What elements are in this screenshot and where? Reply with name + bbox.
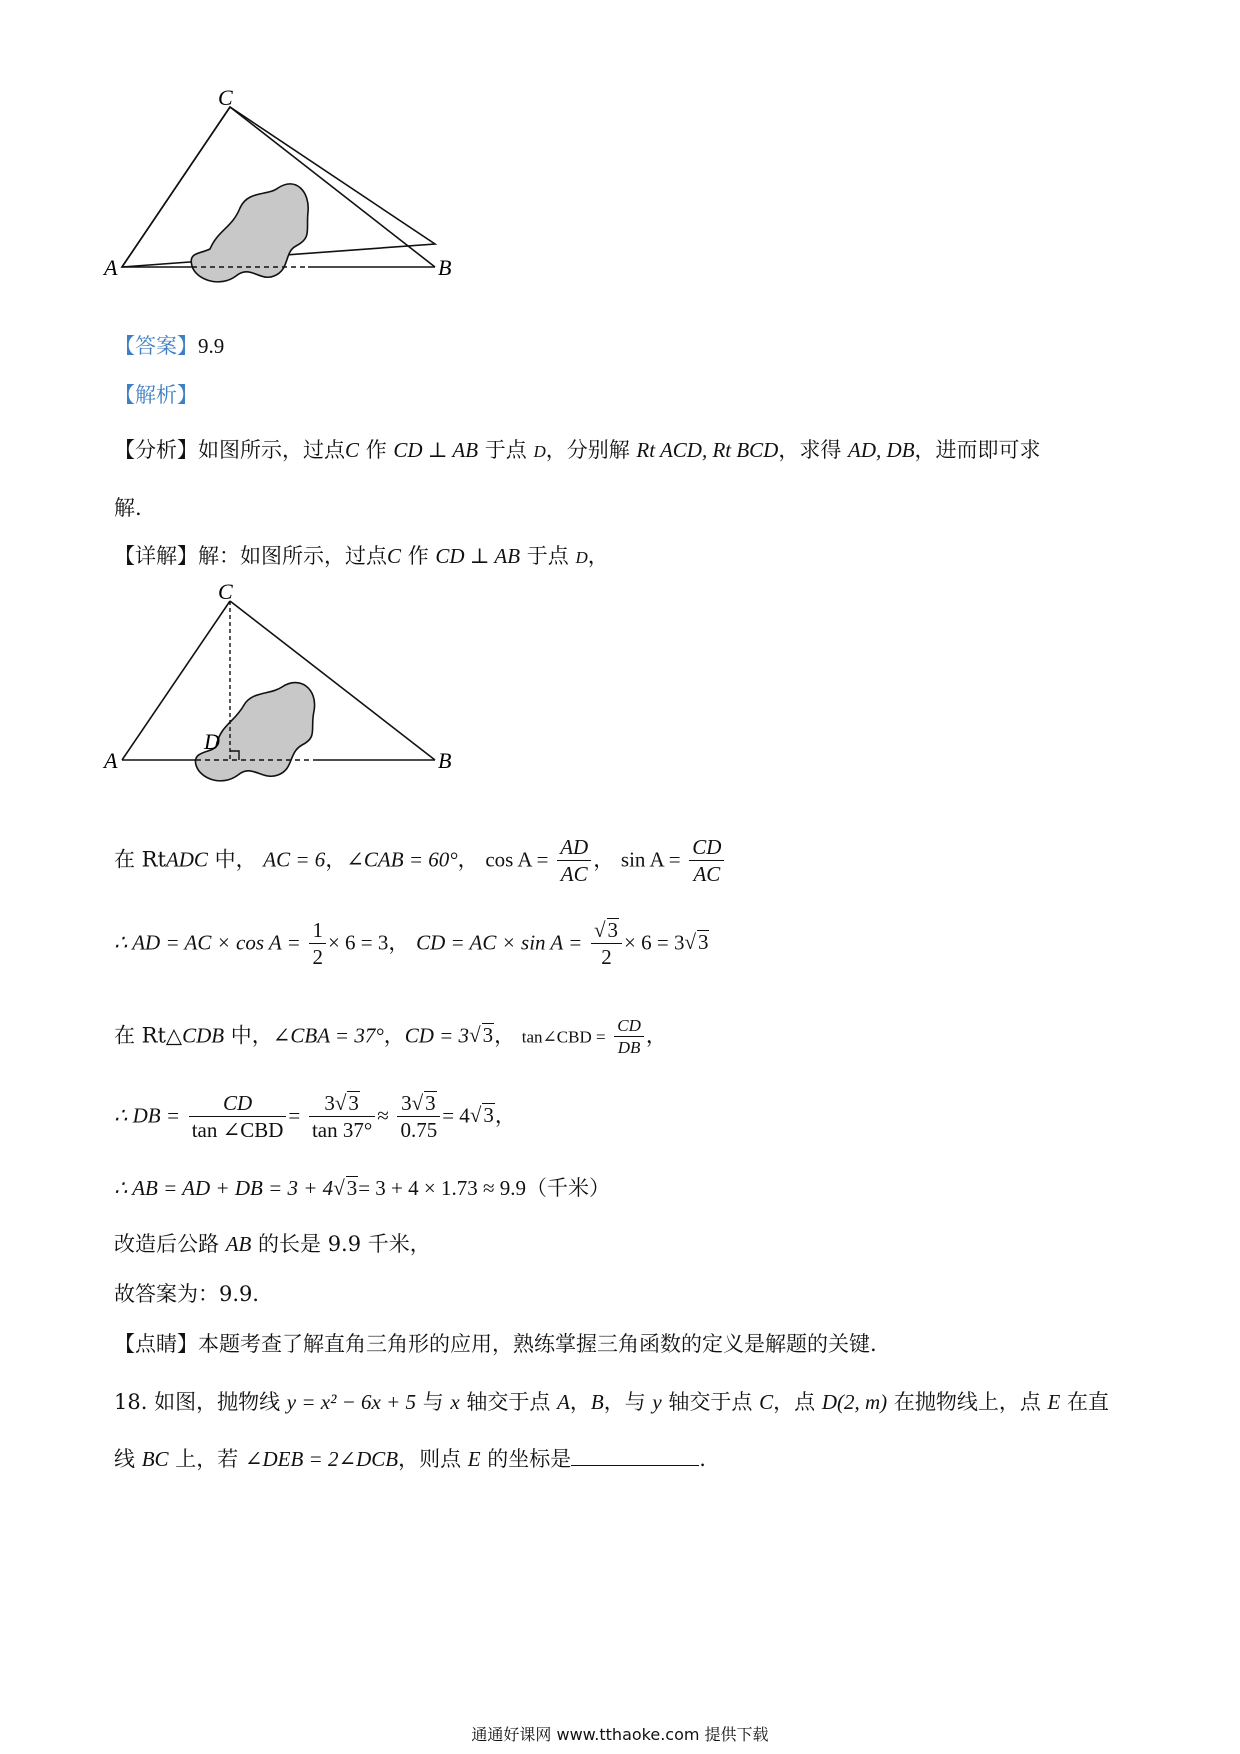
question-18-line-1	[114, 1390, 1109, 1415]
step1-text-1: 在 Rt	[114, 847, 166, 872]
answer-line	[114, 334, 224, 359]
tan-expression: tan∠CBD =	[521, 1027, 606, 1047]
detail-math-3: D	[575, 548, 588, 567]
fraction-num: AD	[557, 834, 591, 861]
q18-math-1: x	[450, 1390, 460, 1414]
coefficient: 3	[401, 1091, 412, 1115]
fenxi-line-2: 解.	[114, 496, 142, 520]
step-1	[114, 834, 726, 888]
fig1-label-a: A	[104, 255, 118, 280]
step3-text-2: 中，	[224, 1023, 273, 1048]
step-4: ∴ DB = $\frac{CD}{\text{tan ∠CBD}}$ = $\frac{3√3}{\tan 37^\circ}$ ≈ $\frac{3√3}{0.75}$ = 4√3，	[114, 1091, 516, 1143]
fraction-ad-ac	[557, 834, 591, 888]
q18-math-2: A	[557, 1390, 570, 1414]
step5-unit: （千米）	[526, 1176, 611, 1200]
sqrt-radicand: 3	[482, 1023, 494, 1048]
fraction-one-half	[309, 917, 326, 971]
figure-1-triangle	[100, 80, 460, 320]
fenxi-math-1: C	[345, 438, 360, 462]
q18-text-6: ，点	[773, 1390, 822, 1414]
step2-lead-2: CD = AC × sin A =	[416, 930, 583, 955]
step-6	[114, 1232, 431, 1257]
fenxi-text-5: ，求得	[778, 438, 849, 462]
sqrt-radicand: 3	[483, 1103, 494, 1128]
fraction-num: CD	[189, 1090, 287, 1117]
sqrt-radicand: 3	[346, 1176, 358, 1200]
q18-l2-text-c: ，则点	[398, 1447, 468, 1471]
step2-sep: ，	[388, 930, 410, 955]
step4-lead: ∴ DB =	[114, 1103, 181, 1128]
sqrt-radicand: 3	[697, 930, 709, 955]
fraction-cd-ac	[689, 834, 724, 888]
step4-tail: = 4	[442, 1103, 470, 1128]
step4-end: ，	[494, 1103, 516, 1128]
fraction-root3-half	[591, 917, 622, 971]
detail-text-1: 解：如图所示，过点	[198, 544, 387, 568]
q18-math-4: y	[652, 1390, 662, 1414]
fraction-num: 1	[309, 917, 326, 944]
fenxi-text-2: 作	[359, 438, 394, 462]
answer-value: 9.9	[198, 334, 225, 358]
detail-line	[114, 544, 609, 569]
sqrt-radicand: 3	[425, 1091, 436, 1115]
detail-math-2: CD ⊥ AB	[435, 544, 521, 568]
step-5: ∴ AB = AD + DB = 3 + 4√3= 3 + 4 × 1.73 ≈ 9.9（千米）	[114, 1176, 611, 1200]
fenxi-text-6: ，进而即可求	[914, 438, 1041, 462]
fig1-label-b: B	[438, 255, 452, 280]
q18-math-5: C	[759, 1390, 774, 1414]
step3-text-1: 在 Rt△	[114, 1023, 183, 1048]
fenxi-math-5: AD, DB	[848, 438, 915, 462]
q18-number: 18. 如图，抛物线	[114, 1390, 287, 1414]
fraction-num: √3	[591, 917, 622, 944]
answer-tag: 【答案】	[114, 334, 198, 358]
detail-math-1: C	[387, 544, 402, 568]
fenxi-text-1: 如图所示，过点	[198, 438, 345, 462]
fraction-den: 0.75	[400, 1118, 438, 1143]
fenxi-text-3: 于点	[478, 438, 534, 462]
step1-math-3: ∠CAB = 60°	[346, 847, 458, 872]
fraction-cd-tan	[189, 1090, 287, 1144]
cos-expression: cos A =	[485, 847, 549, 872]
comment-line	[114, 1332, 877, 1357]
q18-text-7: 在抛物线上，点	[887, 1390, 1048, 1414]
step-7: 故答案为：9.9．	[114, 1282, 274, 1306]
fig2-label-a: A	[104, 748, 118, 773]
step-2: ∴ AD = AC × cos A = $\frac{1}{2}$ × 6 = 3， CD = AC × sin A = $\frac{√3}{2}$ × 6 = 3√3	[114, 918, 709, 970]
sqrt-radicand: 3	[607, 918, 619, 942]
q18-l2-text-e: .	[699, 1447, 706, 1471]
step3-math-2: ∠CBA = 37°	[272, 1023, 384, 1048]
fraction-root-075	[397, 1090, 440, 1144]
step4-approx: ≈	[377, 1103, 389, 1128]
q18-l2-math-3: E	[467, 1447, 481, 1471]
step2-lead: ∴ AD = AC × cos A =	[114, 930, 301, 955]
step6-math-1: AB	[225, 1232, 252, 1256]
q18-text-5: 轴交于点	[661, 1390, 760, 1414]
fig2-label-d: D	[204, 729, 220, 754]
page-footer: 通通好课网 www.tthaoke.com 提供下载	[471, 1725, 769, 1744]
fenxi-tag: 【分析】	[114, 438, 198, 462]
analysis-tag: 【解析】	[114, 383, 198, 407]
step1-math-1: ADC	[165, 847, 208, 872]
detail-text-3: 于点	[520, 544, 576, 568]
q18-text-8: 在直	[1060, 1390, 1110, 1414]
figure-2-triangle	[100, 575, 460, 815]
step2-tail-2: × 6 = 3	[624, 930, 685, 955]
step1-text-2: 中，	[207, 847, 264, 872]
q18-math-3: B	[590, 1390, 604, 1414]
step3-math-3: CD = 3	[404, 1023, 470, 1048]
fenxi-line-1	[114, 438, 1041, 463]
detail-text-2: 作	[401, 544, 436, 568]
fraction-den: DB	[617, 1038, 641, 1058]
sqrt-radicand: 3	[348, 1091, 359, 1115]
detail-text-4: ，	[587, 544, 609, 568]
fraction-num: CD	[689, 834, 724, 861]
fig2-label-b: B	[438, 748, 452, 773]
q18-text-3: ，	[569, 1390, 591, 1414]
comment-text: 本题考查了解直角三角形的应用，熟练掌握三角函数的定义是解题的关键.	[198, 1332, 877, 1356]
fraction-den: tan ∠CBD	[191, 1118, 284, 1143]
fraction-num: 3√3	[397, 1090, 440, 1117]
step6-text-2: 的长是 9.9 千米，	[251, 1232, 431, 1256]
q18-l2-text-b: 上，若	[168, 1447, 245, 1471]
q18-l2-text-d: 的坐标是	[480, 1447, 572, 1471]
step1-math-2: AC = 6	[263, 847, 326, 872]
q18-l2-math-2: ∠DEB = 2∠DCB	[244, 1447, 399, 1471]
step3-text-3: ，	[383, 1023, 405, 1048]
step2-tail: × 6 = 3	[327, 930, 389, 955]
fraction-num: 3√3	[309, 1090, 375, 1117]
step3-text-4: ，	[494, 1023, 516, 1048]
fraction-den: AC	[693, 862, 721, 887]
step1-text-4: ，	[457, 847, 479, 872]
fenxi-text-4: ，分别解	[545, 438, 637, 462]
fenxi-math-2: CD ⊥ AB	[393, 438, 479, 462]
step3-text-5: ，	[645, 1023, 667, 1048]
fraction-den: 2	[601, 945, 612, 970]
fenxi-math-4: Rt ACD, Rt BCD	[636, 438, 779, 462]
fraction-den: AC	[560, 862, 588, 887]
q18-l2-text-a: 线	[114, 1447, 142, 1471]
q18-math-6: D(2, m)	[821, 1390, 888, 1414]
fraction-root-tan37	[309, 1090, 375, 1144]
fraction-den: tan 37°	[311, 1118, 373, 1143]
fig2-label-c: C	[218, 579, 233, 604]
step4-eq: =	[288, 1103, 301, 1128]
q18-math-7: E	[1047, 1390, 1061, 1414]
q18-l2-math-1: BC	[141, 1447, 169, 1471]
fenxi-math-3: D	[533, 442, 546, 461]
step3-math-1: CDB	[182, 1023, 225, 1048]
comment-tag: 【点睛】	[114, 1332, 198, 1356]
step-3: 在 Rt△CDB 中，∠CBA = 37°，CD = 3√3， tan∠CBD = $\frac{CD}{DB}$ ，	[114, 1016, 667, 1058]
step1-text-3: ，	[325, 847, 347, 872]
step6-text-1: 改造后公路	[114, 1232, 226, 1256]
q18-text-1: 与	[416, 1390, 451, 1414]
fraction-num: CD	[614, 1015, 644, 1037]
question-18-line-2	[114, 1447, 706, 1472]
fig1-label-c: C	[218, 85, 233, 110]
q18-text-2: 轴交于点	[459, 1390, 558, 1414]
answer-blank[interactable]	[571, 1447, 699, 1466]
coefficient: 3	[324, 1091, 335, 1115]
detail-tag: 【详解】	[114, 544, 198, 568]
fraction-den: 2	[312, 945, 323, 970]
step5-tail: = 3 + 4 × 1.73 ≈ 9.9	[358, 1176, 527, 1200]
q18-equation: y = x² − 6x + 5	[286, 1390, 417, 1414]
sin-expression: sin A =	[620, 847, 681, 872]
step5-lead: ∴ AB = AD + DB = 3 + 4	[114, 1176, 334, 1200]
q18-text-4: ，与	[603, 1390, 653, 1414]
fraction-cd-db	[614, 1015, 644, 1059]
step1-text-5: ，	[593, 847, 615, 872]
